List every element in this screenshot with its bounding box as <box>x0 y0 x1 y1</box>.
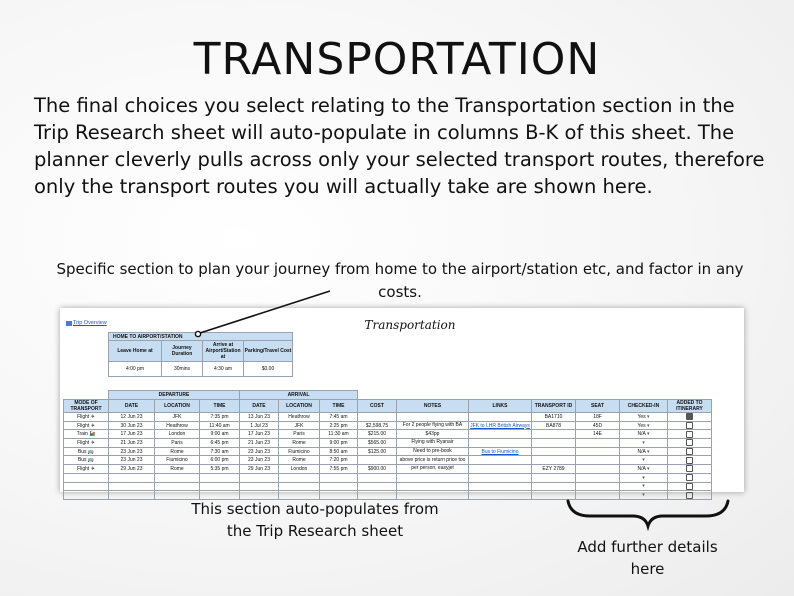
cell-itinerary <box>668 413 712 422</box>
cell-mode[interactable] <box>64 430 109 439</box>
col-notes: NOTES <box>397 400 469 413</box>
cell-seat[interactable] <box>576 413 620 422</box>
cell-notes[interactable] <box>397 473 469 482</box>
brace-icon <box>568 501 728 526</box>
table-row <box>64 465 712 474</box>
cell-text: Yes <box>637 413 646 420</box>
cell-text: $565.00 <box>367 439 387 446</box>
row-link: JFK to LHR British Airways <box>470 422 530 429</box>
cell-text: above price is return price too <box>399 456 466 463</box>
cell-link[interactable] <box>469 421 532 430</box>
caption-home-section: Specific section to plan your journey from home to the airport/station etc, and factor in any costs. <box>56 260 744 301</box>
cell-seat[interactable] <box>576 439 620 448</box>
leave-home-value[interactable]: 4:00 pm <box>109 362 162 377</box>
cell-arr-time[interactable] <box>320 430 358 439</box>
cell-arr-time[interactable] <box>320 465 358 474</box>
cell-text: Bus 🚌 <box>77 457 95 464</box>
cell-text: $43pp <box>425 430 440 437</box>
cell-text: Yes <box>637 422 646 429</box>
col-journey-duration: Journey Duration <box>162 341 203 362</box>
cell-arr-date[interactable] <box>240 447 279 456</box>
cell-dep-location[interactable] <box>155 465 200 474</box>
itinerary-checkbox[interactable] <box>686 465 693 472</box>
cell-text: BA1710 <box>544 413 563 420</box>
spreadsheet-preview <box>60 308 744 499</box>
cell-dep-time[interactable] <box>200 421 240 430</box>
cell-dep-date[interactable] <box>109 456 155 465</box>
cell-transport-id[interactable] <box>532 421 576 430</box>
cell-text: Fiumicino <box>166 457 188 464</box>
col-dep-date: DATE <box>109 400 155 413</box>
cell-text: JFK <box>172 413 182 420</box>
cell-mode[interactable] <box>64 465 109 474</box>
arrive-at-value[interactable]: 4:30 am <box>203 362 244 377</box>
cell-dep-time[interactable] <box>200 465 240 474</box>
col-leave-home: Leave Home at <box>109 341 162 362</box>
dropdown-chevron-icon[interactable]: ▾ <box>642 492 645 499</box>
cell-checked-in[interactable] <box>620 482 668 491</box>
table-row <box>64 421 712 430</box>
dropdown-chevron-icon[interactable]: ▾ <box>645 413 650 420</box>
cell-notes[interactable] <box>397 430 469 439</box>
cell-text: 29 Jun 23 <box>120 465 143 472</box>
dropdown-chevron-icon[interactable]: ▾ <box>645 465 650 472</box>
cell-text: 6:45 pm <box>210 439 229 446</box>
cell-dep-location[interactable] <box>155 413 200 422</box>
transport-table <box>63 390 712 500</box>
cell-mode[interactable] <box>64 421 109 430</box>
cell-dep-date[interactable] <box>109 482 155 491</box>
cell-mode[interactable] <box>64 439 109 448</box>
row-link: Bus to Fiumicino <box>481 448 519 455</box>
cell-dep-time[interactable] <box>200 439 240 448</box>
cell-cost[interactable] <box>358 421 397 430</box>
cell-dep-date[interactable] <box>109 465 155 474</box>
cell-text: Heathrow <box>288 413 310 420</box>
cell-text: 2:25 pm <box>329 422 348 429</box>
col-links: LINKS <box>469 400 532 413</box>
cell-itinerary <box>668 456 712 465</box>
cell-cost[interactable] <box>358 465 397 474</box>
cell-seat[interactable] <box>576 473 620 482</box>
cell-text: Heathrow <box>166 422 188 429</box>
cell-text: 23 Jun 23 <box>120 457 143 464</box>
cell-dep-time[interactable] <box>200 482 240 491</box>
cell-text: 17 Jun 23 <box>248 431 270 438</box>
cell-text: Paris <box>293 431 305 438</box>
col-arr-location: LOCATION <box>279 400 320 413</box>
itinerary-checkbox[interactable] <box>686 439 693 446</box>
cell-cost[interactable] <box>358 482 397 491</box>
col-arr-time: TIME <box>320 400 358 413</box>
page-title: TRANSPORTATION <box>193 34 601 85</box>
cell-itinerary <box>668 473 712 482</box>
cell-text: Flight ✈ <box>77 413 95 420</box>
cell-checked-in[interactable] <box>620 473 668 482</box>
table-row <box>64 473 712 482</box>
cell-itinerary <box>668 430 712 439</box>
cell-arr-date[interactable] <box>240 430 279 439</box>
sheet-title: Transportation <box>364 318 456 332</box>
itinerary-checkbox[interactable] <box>686 413 693 420</box>
cell-text: 30 Jun 23 <box>120 422 143 429</box>
cell-arr-time[interactable] <box>320 439 358 448</box>
cell-itinerary <box>668 439 712 448</box>
cell-notes[interactable] <box>397 456 469 465</box>
cell-text: 7:30 am <box>210 448 229 455</box>
cell-text: JFK <box>294 422 304 429</box>
cell-arr-location[interactable] <box>279 421 320 430</box>
cell-itinerary <box>668 465 712 474</box>
cell-dep-time[interactable] <box>200 447 240 456</box>
home-section-header: HOME TO AIRPORT/STATION <box>109 333 293 341</box>
cell-mode[interactable] <box>64 456 109 465</box>
col-itinerary: ADDED TO ITINERARY <box>668 400 712 413</box>
dropdown-chevron-icon[interactable]: ▾ <box>645 431 650 438</box>
cell-cost[interactable] <box>358 413 397 422</box>
col-dep-time: TIME <box>200 400 240 413</box>
cell-dep-time[interactable] <box>200 456 240 465</box>
cell-text: London <box>290 465 308 472</box>
trip-overview-link[interactable] <box>66 320 107 326</box>
cell-text: 1 Jul 23 <box>250 422 268 429</box>
cell-text: 23 Jun 23 <box>248 448 270 455</box>
home-to-airport-table <box>108 332 293 377</box>
cell-seat[interactable] <box>576 421 620 430</box>
cell-text: Rome <box>292 457 306 464</box>
cell-arr-date[interactable] <box>240 421 279 430</box>
dropdown-chevron-icon[interactable]: ▾ <box>642 483 645 490</box>
cell-itinerary <box>668 491 712 500</box>
intro-paragraph: The final choices you select relating to the Transportation section in the Trip Research sheet will auto-populate in columns B-K of this sheet. The planner cleverly pulls across only your selected transport routes, therefore only the transport routes you will actually take are shown here. <box>34 94 765 198</box>
cell-text: 7:35 pm <box>210 413 229 420</box>
cell-arr-date[interactable] <box>240 439 279 448</box>
cell-text: London <box>168 431 186 438</box>
dropdown-chevron-icon[interactable]: ▾ <box>642 474 645 481</box>
cell-dep-time[interactable] <box>200 473 240 482</box>
cell-notes[interactable] <box>397 482 469 491</box>
cell-notes[interactable] <box>397 447 469 456</box>
cell-seat[interactable] <box>576 482 620 491</box>
cell-link[interactable] <box>469 413 532 422</box>
cell-text: $215.00 <box>367 431 387 438</box>
cell-dep-date[interactable] <box>109 430 155 439</box>
table-row <box>64 482 712 491</box>
cell-arr-location[interactable] <box>279 430 320 439</box>
cell-text: 45D <box>592 422 603 429</box>
cell-checked-in[interactable] <box>620 430 668 439</box>
cell-text: 6:00 pm <box>210 457 229 464</box>
cell-text: BA878 <box>545 422 561 429</box>
cell-arr-time[interactable] <box>320 421 358 430</box>
cell-dep-location[interactable] <box>155 421 200 430</box>
cell-text: Train 🚂 <box>76 431 96 438</box>
table-row <box>64 413 712 422</box>
cell-transport-id[interactable] <box>532 482 576 491</box>
cell-checked-in[interactable] <box>620 421 668 430</box>
cell-checked-in[interactable] <box>620 439 668 448</box>
cell-cost[interactable] <box>358 456 397 465</box>
cell-cost[interactable] <box>358 439 397 448</box>
cell-arr-time[interactable] <box>320 413 358 422</box>
cell-arr-location[interactable] <box>279 439 320 448</box>
cell-arr-location[interactable] <box>279 456 320 465</box>
itinerary-checkbox[interactable] <box>686 474 693 481</box>
table-row <box>64 456 712 465</box>
itinerary-checkbox[interactable] <box>686 492 693 499</box>
cell-text: 23 Jun 23 <box>120 448 143 455</box>
caption-further-details: Add further details here <box>577 538 718 578</box>
cell-text: $2,598.75 <box>365 422 389 429</box>
cell-arr-date[interactable] <box>240 482 279 491</box>
cell-text: 29 Jun 23 <box>248 465 270 472</box>
cell-text: 9:00 pm <box>329 439 348 446</box>
cell-dep-date[interactable] <box>109 473 155 482</box>
cell-link[interactable] <box>469 465 532 474</box>
cell-link[interactable] <box>469 491 532 500</box>
cell-text: 7:20 pm <box>329 457 348 464</box>
cell-mode[interactable] <box>64 413 109 422</box>
itinerary-checkbox[interactable] <box>686 457 693 464</box>
cell-transport-id[interactable] <box>532 465 576 474</box>
cell-text: Paris <box>171 439 183 446</box>
cell-arr-date[interactable] <box>240 413 279 422</box>
cell-text: 14E <box>593 431 602 438</box>
dropdown-chevron-icon[interactable]: ▾ <box>645 448 650 455</box>
cell-link[interactable] <box>469 456 532 465</box>
cell-text: Rome <box>170 465 184 472</box>
col-mode: MODE OF TRANSPORT <box>64 400 109 413</box>
cell-text: Flight ✈ <box>77 465 95 472</box>
cell-dep-date[interactable] <box>109 439 155 448</box>
cell-arr-location[interactable] <box>279 473 320 482</box>
cell-text: Flying with Ryanair <box>411 439 454 446</box>
table-row <box>64 439 712 448</box>
cell-notes[interactable] <box>397 421 469 430</box>
cell-itinerary <box>668 421 712 430</box>
cell-dep-time[interactable] <box>200 430 240 439</box>
cell-seat[interactable] <box>576 456 620 465</box>
cell-text: 17 Jun 23 <box>120 431 143 438</box>
cell-notes[interactable] <box>397 439 469 448</box>
cell-text: Flight ✈ <box>77 422 95 429</box>
cell-arr-location[interactable] <box>279 482 320 491</box>
col-arr-date: DATE <box>240 400 279 413</box>
cell-cost[interactable] <box>358 430 397 439</box>
cell-text: Bus 🚌 <box>77 448 95 455</box>
cell-transport-id[interactable] <box>532 456 576 465</box>
cell-link[interactable] <box>469 439 532 448</box>
cell-text: 21 Jun 23 <box>248 439 270 446</box>
col-parking-cost: Parking/Travel Cost <box>244 341 293 362</box>
cell-cost[interactable] <box>358 447 397 456</box>
cell-dep-location[interactable] <box>155 473 200 482</box>
itinerary-checkbox[interactable] <box>686 483 693 490</box>
col-cost: COST <box>358 400 397 413</box>
cell-text: 8:50 am <box>329 448 348 455</box>
cell-arr-time[interactable] <box>320 456 358 465</box>
cell-notes[interactable] <box>397 465 469 474</box>
cell-dep-date[interactable] <box>109 421 155 430</box>
cell-notes[interactable] <box>397 413 469 422</box>
cell-arr-time[interactable] <box>320 473 358 482</box>
cell-transport-id[interactable] <box>532 491 576 500</box>
cell-text: per person, easyjet <box>411 465 454 472</box>
cell-arr-location[interactable] <box>279 465 320 474</box>
cell-mode[interactable] <box>64 473 109 482</box>
cell-text: N/A <box>637 465 646 472</box>
cell-text: Need to pre-book <box>413 448 452 455</box>
trip-overview-label: Trip Overview <box>73 320 107 326</box>
cell-text: N/A <box>637 431 646 438</box>
cell-checked-in[interactable] <box>620 413 668 422</box>
cell-seat[interactable] <box>576 447 620 456</box>
cell-text: 9:00 am <box>210 431 229 438</box>
cell-text: Rome <box>170 448 184 455</box>
cell-link[interactable] <box>469 447 532 456</box>
dropdown-chevron-icon[interactable]: ▾ <box>645 422 650 429</box>
cell-seat[interactable] <box>576 491 620 500</box>
cell-text: Fiumicino <box>288 448 310 455</box>
itinerary-checkbox[interactable] <box>686 431 693 438</box>
dropdown-chevron-icon[interactable]: ▾ <box>642 457 645 464</box>
cell-text: 11:40 am <box>209 422 230 429</box>
cell-text: 12 Jun 23 <box>120 413 143 420</box>
cell-text: 11:30 am <box>328 431 349 438</box>
col-dep-location: LOCATION <box>155 400 200 413</box>
cell-dep-location[interactable] <box>155 456 200 465</box>
cell-itinerary <box>668 482 712 491</box>
cell-checked-in[interactable] <box>620 456 668 465</box>
cell-dep-location[interactable] <box>155 430 200 439</box>
cell-dep-date[interactable] <box>109 447 155 456</box>
cell-dep-time[interactable] <box>200 413 240 422</box>
cell-mode[interactable] <box>64 482 109 491</box>
cell-seat[interactable] <box>576 465 620 474</box>
cell-itinerary <box>668 447 712 456</box>
cell-text: 7:55 pm <box>329 465 348 472</box>
cell-cost[interactable] <box>358 473 397 482</box>
arrival-group-header: ARRIVAL <box>240 391 358 400</box>
cell-dep-location[interactable] <box>155 439 200 448</box>
itinerary-checkbox[interactable] <box>686 448 693 455</box>
cell-arr-time[interactable] <box>320 447 358 456</box>
sheet-icon <box>66 321 72 326</box>
cell-text: $125.00 <box>367 448 387 455</box>
cell-text: Flight ✈ <box>77 439 95 446</box>
cell-text: Rome <box>292 439 306 446</box>
cell-text: N/A <box>637 448 646 455</box>
cell-dep-date[interactable] <box>109 491 155 500</box>
cell-checked-in[interactable] <box>620 465 668 474</box>
cell-arr-date[interactable] <box>240 456 279 465</box>
cell-link[interactable] <box>469 473 532 482</box>
cell-arr-date[interactable] <box>240 473 279 482</box>
cell-transport-id[interactable] <box>532 439 576 448</box>
cell-text: 18F <box>593 413 602 420</box>
cell-seat[interactable] <box>576 430 620 439</box>
cell-mode[interactable] <box>64 447 109 456</box>
cell-transport-id[interactable] <box>532 430 576 439</box>
cell-checked-in[interactable] <box>620 491 668 500</box>
cell-dep-location[interactable] <box>155 482 200 491</box>
cell-text: $900.00 <box>367 465 387 472</box>
cell-dep-date[interactable] <box>109 413 155 422</box>
parking-cost-value[interactable]: $0.00 <box>244 362 293 377</box>
cell-dep-location[interactable] <box>155 447 200 456</box>
cell-arr-date[interactable] <box>240 465 279 474</box>
col-checked-in: CHECKED-IN <box>620 400 668 413</box>
cell-link[interactable] <box>469 430 532 439</box>
dropdown-chevron-icon[interactable]: ▾ <box>642 439 645 446</box>
cell-checked-in[interactable] <box>620 447 668 456</box>
col-transport-id: TRANSPORT ID <box>532 400 576 413</box>
cell-text: 7:45 am <box>329 413 348 420</box>
cell-transport-id[interactable] <box>532 447 576 456</box>
cell-arr-location[interactable] <box>279 413 320 422</box>
cell-text: 21 Jun 23 <box>120 439 143 446</box>
cell-link[interactable] <box>469 482 532 491</box>
table-row <box>64 430 712 439</box>
cell-transport-id[interactable] <box>532 473 576 482</box>
cell-arr-time[interactable] <box>320 482 358 491</box>
cell-text: EZY 2789 <box>542 465 565 472</box>
cell-text: 5:35 pm <box>210 465 229 472</box>
cell-transport-id[interactable] <box>532 413 576 422</box>
cell-text: 23 Jun 23 <box>248 457 270 464</box>
cell-text: For 2 people flying with BA <box>402 422 463 429</box>
itinerary-checkbox[interactable] <box>686 422 693 429</box>
caption-auto-populate: This section auto-populates from the Trip Research sheet <box>191 500 439 540</box>
cell-text: 13 Jun 23 <box>248 413 270 420</box>
col-seat: SEAT <box>576 400 620 413</box>
col-arrive-at: Arrive at Airport/Station at <box>203 341 244 362</box>
table-row <box>64 447 712 456</box>
cell-arr-location[interactable] <box>279 447 320 456</box>
departure-group-header: DEPARTURE <box>109 391 240 400</box>
cell-mode[interactable] <box>64 491 109 500</box>
journey-duration-value[interactable]: 30mins <box>162 362 203 377</box>
